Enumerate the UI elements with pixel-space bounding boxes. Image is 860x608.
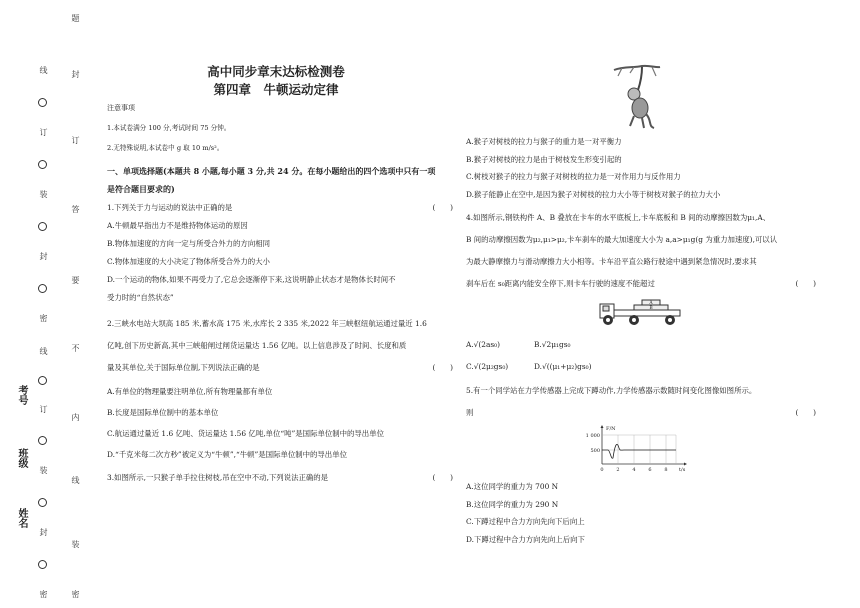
question-5 (466, 380, 816, 424)
q5-options (466, 478, 816, 548)
binding-char: 线 (71, 476, 80, 484)
binding-char: 内 (71, 413, 80, 421)
question-stem: 刹车后在 s₀距离内能安全停下,则卡车行驶的速度不能超过 (466, 279, 655, 288)
binding-hole (38, 222, 47, 231)
notes-heading: 注意事项 (107, 104, 135, 112)
answer-paren: ( ) (795, 408, 816, 417)
monkey-figure (612, 64, 662, 132)
option: B.√2μ₁gs₀ (534, 340, 571, 349)
question-stem: 2.三峡水电站大坝高 185 米,蓄水高 175 米,水库长 2 335 米,2022 年三峡枢纽航运通过量近 1.6 (107, 319, 427, 328)
binding-char: 线 (39, 66, 48, 74)
truck-figure (594, 294, 684, 330)
option: C.√(2μ₂gs₀) (466, 362, 509, 371)
label-name: 姓名 (16, 508, 27, 528)
option: 受力时的“自然状态” (107, 293, 174, 302)
option: D.“千克米每二次方秒”被定义为“牛顿”,“牛顿”是国际单位制中的导出单位 (107, 450, 347, 459)
question-stem: B 间的动摩擦因数为μ₂,μ₁>μ₂,卡车刹车的最大加速度大小为 a,a>μ₁g(g 为重力加速度),可以认 (466, 235, 778, 244)
option: C.航运通过量近 1.6 亿吨、货运量达 1.56 亿吨,单位“吨”是国际单位制中的导出单位 (107, 429, 384, 438)
option: A.这位同学的重力为 700 N (466, 482, 559, 491)
right-column (466, 133, 816, 295)
option: B.这位同学的重力为 290 N (466, 499, 559, 509)
binding-char: 答 (71, 205, 80, 213)
binding-char: 密 (39, 314, 48, 322)
truck-label-b: B (649, 306, 653, 311)
binding-strip (0, 0, 100, 608)
graph-xtick: 6 (648, 467, 652, 473)
question-stem: 为最大静摩擦力与滑动摩擦力大小相等。卡车沿平直公路行驶途中遇到紧急情况时,要求其 (466, 257, 757, 266)
binding-hole (38, 376, 47, 385)
section-heading-cont: 是符合题目要求的) (107, 184, 175, 194)
binding-char: 订 (39, 405, 48, 413)
graph-ytick: 1 000 (585, 433, 600, 439)
graph-xtick: 2 (616, 467, 620, 473)
force-graph (580, 424, 692, 474)
question-stem: 1.下列关于力与运动的说法中正确的是 (107, 203, 233, 212)
graph-ylabel: F/N (606, 426, 616, 432)
binding-char: 订 (39, 128, 48, 136)
graph-xtick: 0 (600, 467, 604, 473)
option: D.一个运动的物体,如果不再受力了,它总会逐渐停下来,这说明静止状态才是物体长时间不 (107, 275, 396, 284)
graph-xtick: 8 (664, 467, 668, 473)
question-stem: 3.如图所示,一只猴子单手拉住树枝,吊在空中不动,下列说法正确的是 (107, 473, 329, 482)
question-3 (107, 469, 453, 487)
question-stem: 量及其单位,关于国际单位制,下列说法正确的是 (107, 363, 260, 372)
option: C.物体加速度的大小决定了物体所受合外力的大小 (107, 257, 270, 266)
label-exam-number: 考号 (16, 385, 27, 405)
binding-char: 封 (39, 528, 48, 536)
page-subtitle: 第四章 牛顿运动定律 (213, 82, 339, 97)
binding-hole (38, 98, 47, 107)
answer-paren: ( ) (432, 473, 453, 482)
binding-hole (38, 436, 47, 445)
page-title: 高中同步章末达标检测卷 (207, 64, 345, 79)
option: B.猴子对树枝的拉力是由于树枝发生形变引起的 (466, 154, 622, 164)
section-heading: 一、单项选择题(本题共 8 小题,每小题 3 分,共 24 分。在每小题给出的四个选项中只有一项 (107, 166, 436, 176)
binding-char: 密 (39, 590, 48, 598)
answer-paren: ( ) (795, 279, 816, 288)
binding-char: 装 (71, 540, 80, 548)
question-4 (466, 207, 816, 295)
option: A.牛顿最早指出力不是维持物体运动的原因 (107, 221, 248, 230)
question-stem: 4.如图所示,钢铁构件 A、B 叠放在卡车的水平底板上,卡车底板和 B 间的动摩擦因数为μ₁,A、 (466, 213, 771, 222)
option: C.树枝对猴子的拉力与猴子对树枝的拉力是一对作用力与反作用力 (466, 172, 681, 181)
binding-char: 要 (71, 276, 80, 284)
binding-char: 题 (71, 14, 80, 22)
binding-hole (38, 284, 47, 293)
q4-options (466, 334, 816, 378)
option: A.有单位的物理量要注明单位,所有物理量都有单位 (107, 387, 273, 396)
binding-hole (38, 560, 47, 569)
answer-paren: ( ) (432, 203, 453, 212)
question-stem: 亿吨,创下历史新高,其中三峡船闸过闸货运量达 1.56 亿吨。以上信息涉及了时间、长度和质 (107, 341, 407, 350)
binding-char: 封 (71, 70, 80, 78)
binding-hole (38, 160, 47, 169)
left-column (107, 66, 453, 487)
graph-ytick: 500 (590, 448, 600, 454)
option: D.猴子能静止在空中,是因为猴子对树枝的拉力大小等于树枝对猴子的拉力大小 (466, 189, 721, 199)
option: A.猴子对树枝的拉力与猴子的重力是一对平衡力 (466, 137, 622, 146)
question-stem: 则 (466, 408, 474, 417)
option: A.√(2as₀) (466, 340, 501, 349)
binding-char: 封 (39, 252, 48, 260)
binding-hole (38, 498, 47, 507)
graph-xtick: 4 (632, 467, 636, 473)
option: B.物体加速度的方向一定与所受合外力的方向相同 (107, 239, 270, 248)
option: D.√((μ₁+μ₂)gs₀) (534, 362, 592, 371)
question-1 (107, 199, 453, 217)
binding-char: 密 (71, 590, 80, 598)
notes-item: 2.无特殊说明,本试卷中 g 取 10 m/s²。 (107, 144, 224, 152)
option: C.下蹲过程中合力方向先向下后向上 (466, 517, 585, 526)
binding-char: 订 (71, 136, 80, 144)
graph-xlabel: t/s (679, 467, 686, 473)
label-class: 班级 (16, 448, 27, 468)
binding-char: 不 (71, 344, 80, 352)
truck-label-a: A (649, 301, 653, 306)
binding-char: 装 (39, 190, 48, 198)
question-stem: 5.有一个同学站在力学传感器上完成下蹲动作,力学传感器示数随时间变化图像如图所示。 (466, 386, 757, 395)
binding-char: 装 (39, 466, 48, 474)
binding-char: 线 (39, 347, 48, 355)
option: D.下蹲过程中合力方向先向上后向下 (466, 534, 585, 544)
answer-paren: ( ) (432, 363, 453, 372)
question-2 (107, 313, 453, 379)
option: B.长度是国际单位制中的基本单位 (107, 408, 219, 417)
notes-item: 1.本试卷满分 100 分,考试时间 75 分钟。 (107, 124, 231, 132)
